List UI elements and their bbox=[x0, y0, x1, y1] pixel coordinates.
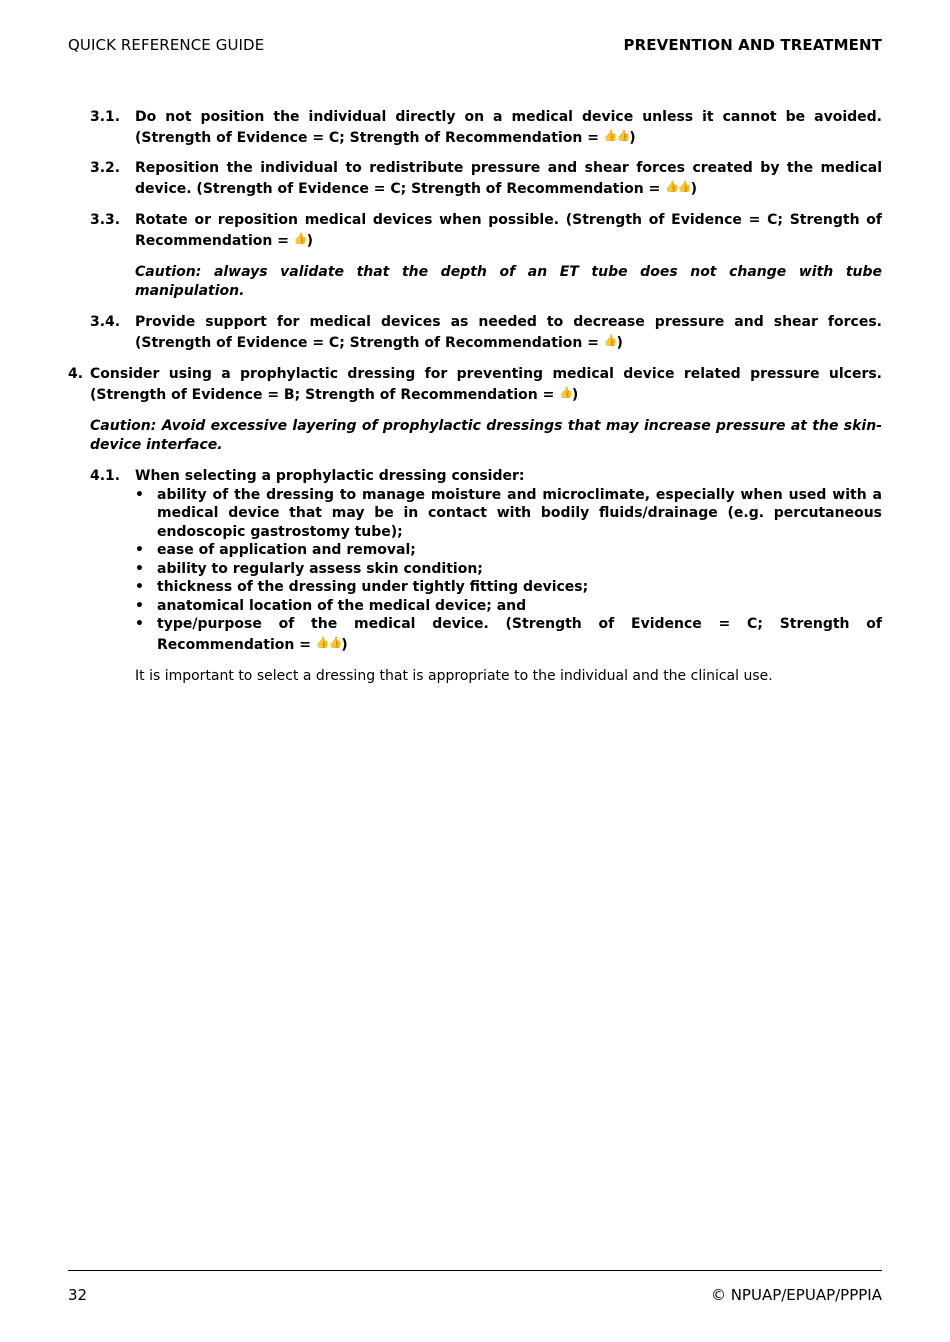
item-text: Reposition the individual to redistribute pressure and shear forces created by the medical device. (Strength of Evidence = C; Strength of Recommendation = bbox=[135, 160, 882, 197]
recommendation-4 bbox=[68, 365, 882, 404]
note-paragraph: It is important to select a dressing that is appropriate to the individual and the clinical use. bbox=[135, 668, 773, 684]
thumbs-up-icon: 👍 bbox=[293, 231, 307, 245]
item-close: ) bbox=[629, 129, 636, 146]
recommendation-3-3 bbox=[90, 211, 882, 250]
item-number: 3.2. bbox=[90, 160, 121, 176]
list-item-text: anatomical location of the medical device; and bbox=[157, 597, 527, 614]
recommendation-4-1 bbox=[90, 467, 882, 654]
list-item bbox=[135, 578, 882, 597]
item-text: Rotate or reposition medical devices when possible. (Strength of Evidence = C; Strength of Recommendation = bbox=[135, 212, 882, 249]
list-item-text: ease of application and removal; bbox=[157, 542, 416, 558]
bullet: • bbox=[135, 542, 144, 558]
list-item-text: type/purpose of the medical device. (Strength of Evidence = C; Strength of Recommendation = bbox=[157, 616, 882, 653]
bullet-list bbox=[135, 486, 882, 655]
page-content bbox=[0, 108, 950, 686]
item-number: 4. bbox=[68, 366, 84, 382]
list-item bbox=[135, 541, 882, 560]
bullet: • bbox=[135, 597, 144, 614]
thumbs-up-icon: 👍👍 bbox=[603, 128, 630, 142]
running-header-right: PREVENTION AND TREATMENT bbox=[623, 36, 882, 54]
thumbs-up-icon: 👍 bbox=[559, 385, 572, 399]
copyright: © NPUAP/EPUAP/PPPIA bbox=[710, 1286, 882, 1304]
caution-4: Caution: Avoid excessive layering of prophylactic dressings that may increase pressure at the skin-device interface. bbox=[90, 418, 882, 453]
item-text: Consider using a prophylactic dressing for preventing medical device related pressure ulcers. (Strength of Evidence = B; Strength of Recommendation = bbox=[90, 366, 882, 403]
bullet: • bbox=[135, 579, 144, 595]
thumbs-up-icon: 👍 bbox=[603, 333, 617, 347]
bullet: • bbox=[135, 616, 144, 632]
item-close: ) bbox=[306, 232, 313, 249]
list-item-text: ability to regularly assess skin condition; bbox=[157, 560, 483, 577]
item-text: When selecting a prophylactic dressing consider: bbox=[135, 468, 525, 484]
bullet: • bbox=[135, 560, 144, 577]
item-close: ) bbox=[690, 180, 698, 197]
list-item bbox=[135, 486, 882, 542]
list-item-text: thickness of the dressing under tightly fitting devices; bbox=[157, 579, 589, 595]
thumbs-up-icon: 👍👍 bbox=[315, 635, 342, 649]
recommendation-3-1 bbox=[90, 108, 882, 147]
item-number: 3.4. bbox=[90, 314, 121, 330]
recommendation-3-2 bbox=[90, 159, 882, 198]
caution-3-3: Caution: always validate that the depth of an ET tube does not change with tube manipulation. bbox=[135, 264, 882, 299]
item-close: ) bbox=[571, 386, 579, 403]
page-number: 32 bbox=[68, 1286, 88, 1304]
list-item bbox=[135, 560, 882, 579]
item-close: ) bbox=[616, 334, 623, 351]
list-item bbox=[135, 615, 882, 654]
item-number: 4.1. bbox=[90, 468, 121, 484]
item-text: Do not position the individual directly on a medical device unless it cannot be avoided. (Strength of Evidence = C; Strength of Recommendation = bbox=[135, 109, 882, 146]
recommendation-3-4 bbox=[90, 313, 882, 352]
item-number: 3.1. bbox=[90, 109, 121, 125]
item-close: ) bbox=[341, 636, 348, 653]
item-text: Provide support for medical devices as needed to decrease pressure and shear forces. (Strength of Evidence = C; Strength of Recommendation = bbox=[135, 314, 882, 351]
thumbs-up-icon: 👍👍 bbox=[665, 179, 691, 193]
item-number: 3.3. bbox=[90, 212, 121, 228]
running-header-left: QUICK REFERENCE GUIDE bbox=[68, 36, 265, 54]
list-item-text: ability of the dressing to manage moisture and microclimate, especially when used with a medical device that may be in contact with bodily fluids/drainage (e.g. percutaneous endoscopic gastrostomy tube); bbox=[157, 486, 882, 540]
list-item bbox=[135, 597, 882, 616]
footer-rule bbox=[68, 1270, 882, 1271]
bullet: • bbox=[135, 486, 144, 503]
